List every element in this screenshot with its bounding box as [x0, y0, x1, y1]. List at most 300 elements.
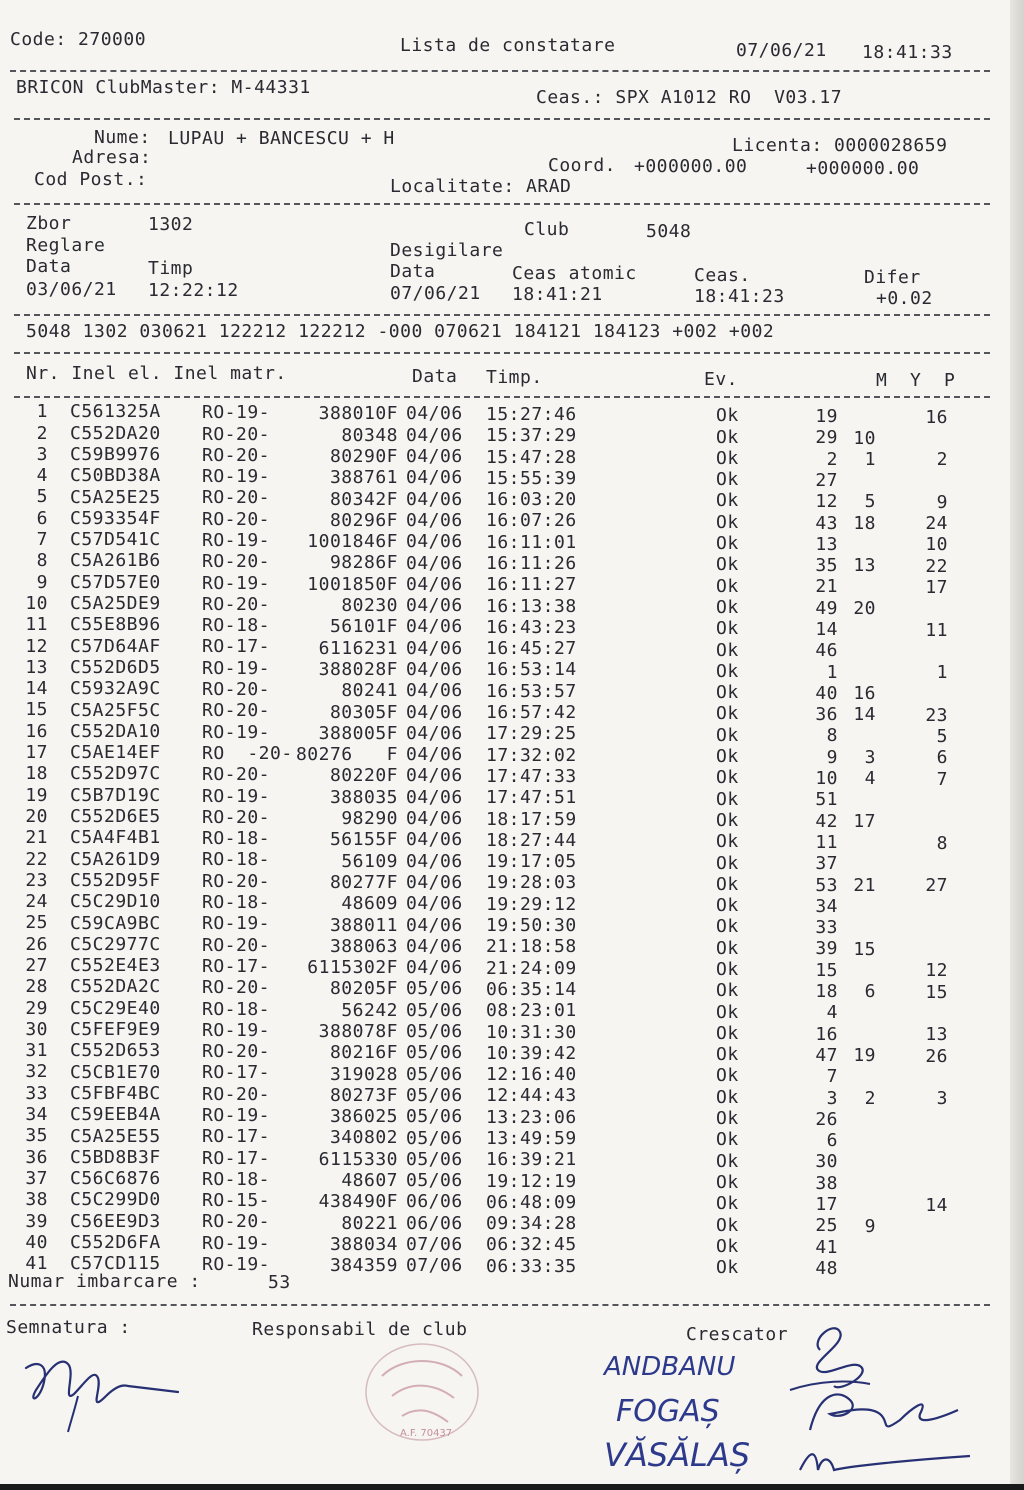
event-status: Ok — [716, 895, 739, 917]
license-number: Licenta: 0000028659 — [732, 135, 948, 156]
table-row — [0, 848, 1024, 875]
arrival-date: 04/06 — [406, 701, 463, 723]
electronic-ring: C5C2977C — [70, 933, 161, 955]
registration-number: 388028F — [318, 658, 398, 680]
rank-m: 15 — [815, 959, 838, 981]
event-status: Ok — [716, 1108, 739, 1130]
rank-p: 16 — [925, 406, 948, 428]
arrival-time: 10:31:30 — [486, 1021, 577, 1043]
event-status: Ok — [716, 1150, 739, 1172]
difference: +0.02 — [876, 288, 933, 309]
rank-y: 10 — [853, 427, 876, 449]
table-row — [0, 656, 1024, 684]
table-row — [0, 955, 1024, 982]
registration-prefix: RO-20- — [202, 508, 271, 530]
ring-number: 13 — [25, 656, 48, 678]
registration-prefix: RO-19- — [202, 1254, 271, 1276]
divider — [14, 314, 990, 316]
ring-number: 33 — [25, 1082, 48, 1104]
rank-y: 18 — [853, 512, 876, 534]
table-row — [0, 784, 1024, 811]
header-data: Data — [412, 366, 458, 387]
rank-m: 25 — [815, 1215, 838, 1237]
table-row — [0, 827, 1024, 854]
event-status: Ok — [716, 873, 739, 895]
electronic-ring: C59B9976 — [70, 444, 161, 465]
table-row — [0, 401, 1024, 428]
arrival-time: 19:12:19 — [486, 1170, 577, 1192]
registration-prefix: RO-19- — [202, 913, 271, 935]
arrival-time: 15:27:46 — [486, 403, 577, 425]
table-row — [0, 422, 1024, 449]
arrival-date: 05/06 — [406, 1127, 463, 1149]
arrival-date: 04/06 — [406, 957, 463, 979]
crescator-label: Crescator — [686, 1324, 789, 1345]
arrival-date: 04/06 — [406, 573, 463, 595]
event-status: Ok — [716, 852, 739, 874]
table-row — [0, 997, 1024, 1024]
registration-number: 6116231 — [318, 637, 398, 659]
table-row — [0, 529, 1024, 556]
ring-number: 35 — [25, 1125, 48, 1147]
document-title: Lista de constatare — [400, 35, 616, 56]
registration-prefix: RO-18- — [202, 615, 271, 637]
arrival-date: 04/06 — [406, 850, 463, 872]
rank-m: 27 — [815, 469, 838, 491]
ring-number: 39 — [25, 1210, 48, 1232]
electronic-ring: C57CD115 — [70, 1253, 161, 1275]
desigilare-label: Desigilare — [390, 240, 504, 261]
rank-y: 20 — [853, 597, 876, 619]
registration-prefix: RO-19- — [202, 1105, 271, 1126]
arrival-date: 05/06 — [406, 1063, 463, 1085]
registration-number: 80296F — [329, 509, 398, 531]
arrival-date: 04/06 — [406, 424, 463, 446]
coord-label: Coord. — [548, 155, 617, 176]
rank-p: 6 — [936, 747, 948, 769]
rank-p: 22 — [925, 555, 948, 577]
rank-p: 9 — [936, 491, 948, 513]
event-status: Ok — [716, 1235, 739, 1257]
arrival-time: 19:50:30 — [486, 915, 577, 937]
registration-number: 56242 — [341, 999, 398, 1021]
arrival-time: 12:16:40 — [486, 1064, 577, 1086]
arrival-time: 13:23:06 — [486, 1106, 577, 1128]
arrival-time: 19:28:03 — [486, 872, 577, 894]
table-row — [0, 1061, 1024, 1088]
print-date: 07/06/21 — [736, 40, 827, 61]
ring-number: 21 — [25, 827, 48, 849]
electronic-ring: C5AE14EF — [70, 742, 161, 764]
registration-number: 388761 — [329, 467, 398, 489]
table-row — [0, 614, 1024, 641]
ring-number: 38 — [25, 1189, 48, 1211]
rank-m: 16 — [815, 1023, 838, 1045]
arrival-date: 05/06 — [406, 1170, 463, 1192]
ring-number: 10 — [25, 592, 48, 614]
rank-p: 26 — [925, 1045, 948, 1067]
clock-time: 18:41:23 — [694, 286, 785, 307]
arrival-time: 16:07:26 — [486, 510, 577, 532]
desig-date: 07/06/21 — [390, 283, 481, 304]
rank-y: 4 — [864, 768, 876, 790]
arrival-date: 04/06 — [406, 403, 463, 425]
ring-number: 6 — [36, 507, 48, 529]
arrival-time: 10:39:42 — [486, 1042, 577, 1064]
electronic-ring: C552E4E3 — [70, 955, 161, 977]
event-status: Ok — [716, 533, 739, 555]
registration-number: 388035 — [329, 786, 398, 808]
arrival-time: 15:47:28 — [486, 446, 577, 468]
arrival-time: 16:53:14 — [486, 659, 577, 681]
arrival-date: 05/06 — [406, 1084, 463, 1106]
electronic-ring: C552D97C — [70, 763, 161, 785]
rank-m: 12 — [815, 491, 838, 513]
arrival-time: 17:47:51 — [486, 787, 577, 809]
ring-number: 34 — [25, 1104, 48, 1126]
registration-number: 1001846F — [307, 531, 398, 553]
ceas-label: Ceas. — [694, 265, 751, 286]
arrival-date: 07/06 — [406, 1255, 463, 1277]
event-status: Ok — [716, 767, 739, 789]
registration-number: 388005F — [318, 722, 398, 744]
rank-m: 33 — [815, 917, 838, 939]
zbor-label: Zbor — [26, 213, 72, 234]
registration-number: 80216F — [329, 1042, 398, 1064]
rank-m: 1 — [826, 661, 838, 683]
arrival-time: 06:35:14 — [486, 978, 577, 1000]
registration-prefix: RO-20- — [202, 444, 271, 466]
reglare-label: Reglare — [26, 235, 106, 256]
arrival-date: 04/06 — [406, 722, 463, 744]
arrival-date: 04/06 — [406, 871, 463, 893]
event-status: Ok — [716, 916, 739, 938]
registration-prefix: RO-17- — [202, 1062, 271, 1084]
registration-number: 340802 — [329, 1127, 398, 1149]
divider — [14, 203, 990, 205]
code-label: Code: 270000 — [10, 29, 147, 50]
club-number: 5048 — [646, 221, 692, 242]
rank-y: 2 — [864, 1087, 876, 1109]
arrival-date: 06/06 — [406, 1191, 463, 1213]
ring-number: 18 — [25, 763, 48, 785]
rank-y: 16 — [853, 683, 876, 705]
table-row — [0, 869, 1024, 897]
rank-y: 3 — [864, 747, 876, 768]
ring-number: 31 — [25, 1040, 48, 1062]
table-row — [0, 465, 1024, 491]
rank-m: 53 — [815, 874, 838, 896]
arrival-date: 04/06 — [406, 680, 463, 702]
event-status: Ok — [716, 1129, 739, 1151]
arrival-date: 04/06 — [406, 488, 463, 510]
difer-label: Difer — [864, 267, 921, 288]
divider — [10, 1304, 990, 1306]
table-row — [0, 742, 1024, 769]
event-status: Ok — [716, 980, 739, 1002]
table-row — [0, 1040, 1024, 1067]
rank-p: 3 — [936, 1088, 948, 1110]
arrival-date: 05/06 — [406, 1148, 463, 1170]
electronic-ring: C5B7D19C — [70, 784, 161, 806]
ring-number: 11 — [25, 614, 48, 636]
rank-y: 5 — [864, 491, 876, 513]
arrival-date: 04/06 — [406, 914, 463, 936]
electronic-ring: C59EEB4A — [70, 1104, 161, 1126]
registration-number: 6115330 — [318, 1148, 398, 1170]
arrival-time: 19:17:05 — [486, 851, 577, 873]
event-status: Ok — [716, 660, 739, 682]
arrival-date: 04/06 — [406, 446, 463, 468]
rank-p: 15 — [925, 981, 948, 1003]
registration-number: 388063 — [329, 935, 398, 957]
registration-prefix: RO-20- — [202, 1083, 271, 1105]
rank-m: 21 — [815, 576, 838, 598]
responsabil-label: Responsabil de club — [252, 1319, 468, 1340]
registration-prefix: RO-18- — [202, 1168, 271, 1190]
semnatura-label: Semnatura : — [6, 1317, 131, 1338]
ring-number: 7 — [36, 529, 48, 551]
registration-number: 386025 — [329, 1106, 398, 1128]
electronic-ring: C55E8B96 — [70, 614, 161, 636]
table-row — [0, 635, 1024, 662]
registration-prefix: RO-18- — [202, 828, 271, 850]
table-row — [0, 1189, 1024, 1216]
table-row — [0, 1146, 1024, 1173]
rank-m: 30 — [815, 1151, 838, 1173]
registration-number: 80277F — [329, 871, 398, 893]
table-row — [0, 912, 1024, 939]
arrival-date: 07/06 — [406, 1234, 463, 1255]
clubmaster-id: BRICON ClubMaster: M-44331 — [16, 77, 311, 98]
arrival-date: 05/06 — [406, 1106, 463, 1128]
arrival-date: 04/06 — [406, 552, 463, 574]
rank-m: 4 — [826, 1002, 838, 1024]
electronic-ring: C5FEF9E9 — [70, 1019, 161, 1041]
event-status: Ok — [716, 1065, 739, 1087]
locality: Localitate: ARAD — [390, 176, 572, 197]
registration-prefix: RO-19- — [202, 572, 271, 594]
rank-m: 13 — [815, 533, 838, 555]
event-status: Ok — [716, 405, 739, 427]
arrival-date: 05/06 — [406, 1021, 463, 1043]
reglare-data-label: Data — [26, 256, 72, 277]
table-row — [0, 1082, 1024, 1110]
club-stamp — [362, 1336, 482, 1446]
rank-m: 8 — [826, 725, 838, 747]
electronic-ring: C5BD8B3F — [70, 1146, 161, 1168]
registration-prefix: RO-20- — [202, 806, 271, 828]
reglare-date: 03/06/21 — [26, 279, 117, 300]
rank-m: 2 — [826, 448, 838, 470]
electronic-ring: C5A4F4B1 — [70, 827, 161, 849]
arrival-time: 15:55:39 — [486, 467, 577, 489]
rank-p: 27 — [925, 875, 948, 897]
registration-number: 319028 — [329, 1063, 398, 1085]
numar-imbarcare: 53 — [268, 1272, 291, 1293]
adresa-label: Adresa: — [72, 147, 152, 168]
coord-x: +000000.00 — [634, 156, 748, 177]
ring-number: 12 — [25, 635, 48, 657]
arrival-date: 04/06 — [406, 829, 463, 851]
arrival-date: 04/06 — [406, 637, 463, 659]
ceas-atomic-label: Ceas atomic — [512, 263, 637, 284]
timp-label: Timp — [148, 258, 194, 279]
registration-number: 80205F — [329, 978, 398, 1000]
electronic-ring: C57D57E0 — [70, 571, 161, 593]
arrival-time: 15:37:29 — [486, 425, 577, 447]
event-status: Ok — [716, 1193, 739, 1215]
rank-m: 6 — [826, 1130, 838, 1152]
registration-prefix: RO-20- — [202, 1211, 271, 1233]
event-status: Ok — [716, 724, 739, 746]
rank-y: 17 — [853, 810, 876, 832]
rank-m: 40 — [815, 682, 838, 704]
rank-m: 11 — [815, 831, 838, 853]
desig-data-label: Data — [390, 261, 436, 282]
event-status: Ok — [716, 490, 739, 512]
rank-m: 17 — [815, 1194, 838, 1215]
registration-prefix: RO-20- — [202, 1041, 271, 1063]
rank-m: 34 — [815, 895, 838, 917]
table-row — [0, 720, 1024, 748]
electronic-ring: C56C6876 — [70, 1168, 161, 1190]
rank-p: 5 — [936, 726, 948, 748]
rank-p: 8 — [936, 832, 948, 854]
arrival-time: 06:32:45 — [486, 1234, 577, 1256]
registration-prefix: RO -20- — [202, 742, 293, 764]
table-row — [0, 1167, 1024, 1194]
rank-m: 9 — [826, 746, 838, 768]
ring-number: 19 — [25, 784, 48, 806]
registration-prefix: RO-20- — [202, 593, 271, 615]
header-myp: M Y P — [876, 370, 956, 391]
table-row — [0, 976, 1024, 1003]
arrival-time: 17:32:02 — [486, 744, 577, 766]
rank-m: 51 — [815, 789, 838, 811]
electronic-ring: C552D95F — [70, 869, 161, 891]
event-status: Ok — [716, 1086, 739, 1108]
electronic-ring: C59CA9BC — [70, 912, 161, 934]
rank-p: 11 — [925, 619, 948, 641]
table-row — [0, 486, 1024, 513]
electronic-ring: C5C299D0 — [70, 1189, 161, 1211]
arrival-time: 16:43:23 — [486, 616, 577, 638]
registration-prefix: RO-17- — [202, 1147, 271, 1169]
ring-number: 36 — [25, 1146, 48, 1168]
event-status: Ok — [716, 1214, 739, 1236]
registration-number: 80241 — [341, 680, 398, 702]
arrival-date: 04/06 — [406, 786, 463, 808]
electronic-ring: C5A25E25 — [70, 486, 161, 508]
signature-semnatura — [18, 1334, 188, 1434]
rank-y: 13 — [853, 555, 876, 577]
table-row — [0, 763, 1024, 790]
registration-number: 80342F — [329, 488, 398, 510]
registration-number: 388010F — [318, 403, 398, 425]
electronic-ring: C561325A — [70, 401, 161, 423]
event-status: Ok — [716, 554, 739, 576]
event-status: Ok — [716, 447, 739, 469]
electronic-ring: C5A25F5C — [70, 699, 161, 721]
event-status: Ok — [716, 703, 739, 725]
registration-prefix: RO-20- — [202, 934, 271, 956]
arrival-date: 04/06 — [406, 744, 463, 766]
electronic-ring: C5C29D10 — [70, 891, 161, 913]
registration-number: 388034 — [329, 1233, 398, 1255]
registration-number: 98290 — [341, 808, 398, 830]
electronic-ring: C552D6FA — [70, 1231, 161, 1253]
ring-number: 9 — [36, 571, 48, 593]
handwritten-name-3: VĂSĂLAȘ — [604, 1436, 751, 1474]
ring-number: 5 — [36, 486, 48, 508]
electronic-ring: C5932A9C — [70, 678, 161, 700]
arrival-time: 21:24:09 — [486, 957, 577, 979]
arrival-time: 16:03:20 — [486, 489, 577, 511]
arrival-time: 16:53:57 — [486, 680, 577, 702]
rank-p: 14 — [925, 1194, 948, 1216]
arrival-time: 17:47:33 — [486, 765, 577, 787]
registration-prefix: RO-20- — [202, 700, 271, 722]
ring-number: 40 — [25, 1231, 48, 1253]
event-status: Ok — [716, 746, 739, 768]
registration-prefix: RO-19- — [202, 657, 271, 679]
stamp-text: A.F. 70437 — [400, 1428, 453, 1439]
zbor-number: 1302 — [148, 214, 194, 235]
rank-y: 6 — [864, 981, 876, 1003]
rank-p: 24 — [925, 513, 948, 535]
paper-edge — [1010, 0, 1024, 1490]
registration-number: 384359 — [329, 1255, 398, 1277]
ring-number: 8 — [36, 550, 48, 572]
rank-m: 49 — [815, 597, 838, 619]
arrival-time: 17:29:25 — [486, 723, 577, 745]
registration-prefix: RO-19- — [202, 529, 271, 551]
arrival-time: 09:34:28 — [486, 1213, 577, 1235]
rank-p: 1 — [936, 662, 948, 684]
event-status: Ok — [716, 682, 739, 704]
registration-number: 48609 — [341, 893, 398, 915]
registration-number: 438490F — [318, 1191, 398, 1213]
table-row — [0, 933, 1024, 960]
rank-m: 47 — [815, 1044, 838, 1066]
event-status: Ok — [716, 618, 739, 640]
arrival-date: 04/06 — [406, 808, 463, 830]
nume-label: Nume: — [94, 127, 151, 148]
registration-prefix: RO-19- — [202, 1019, 271, 1041]
arrival-date: 04/06 — [406, 531, 463, 553]
registration-number: 98286F — [329, 552, 398, 574]
registration-prefix: RO-17- — [202, 636, 271, 658]
paper-bottom-edge — [0, 1484, 1024, 1490]
rank-m: 43 — [815, 512, 838, 534]
electronic-ring: C552D6D5 — [70, 656, 161, 678]
divider — [14, 396, 990, 398]
electronic-ring: C593354F — [70, 507, 161, 529]
rank-y: 14 — [853, 704, 876, 726]
event-status: Ok — [716, 511, 739, 533]
electronic-ring: C50BD38A — [70, 465, 161, 487]
ring-number: 32 — [25, 1061, 48, 1083]
atomic-clock-time: 18:41:21 — [512, 284, 603, 305]
rank-p: 12 — [925, 960, 948, 982]
print-time: 18:41:33 — [862, 42, 953, 63]
table-row — [0, 699, 1024, 726]
rank-m: 39 — [815, 938, 838, 960]
electronic-ring: C57D64AF — [70, 635, 161, 657]
clock-model: Ceas.: SPX A1012 RO V03.17 — [536, 87, 843, 108]
electronic-ring: C552DA2C — [70, 976, 161, 998]
